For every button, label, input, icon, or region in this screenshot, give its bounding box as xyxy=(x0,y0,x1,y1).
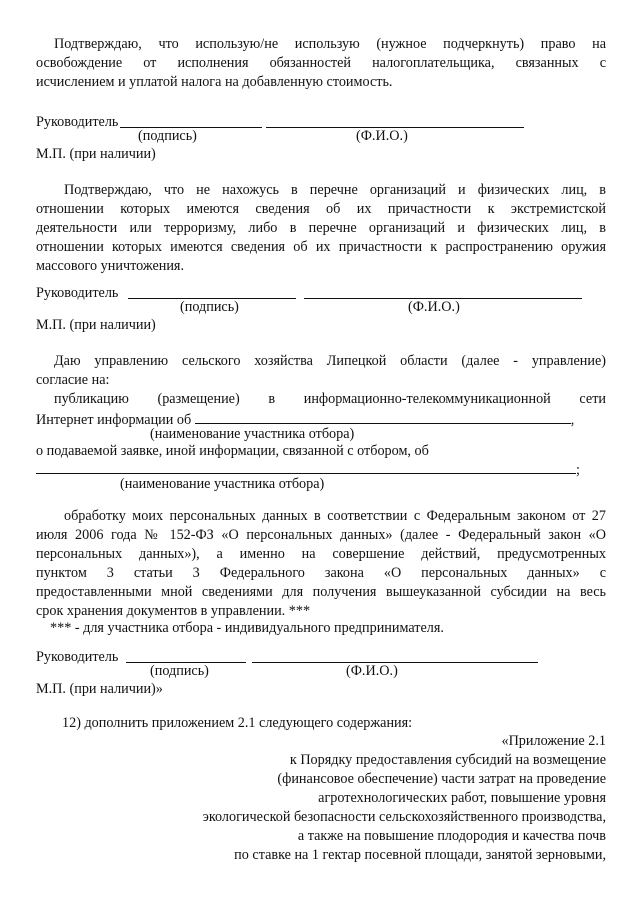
signature-head-label: Руководитель xyxy=(36,285,119,301)
amendment-line: 12) дополнить приложением 2.1 следующего содержания: xyxy=(62,715,413,731)
appendix-line-3: агротехнологических работ, повышение уровня xyxy=(318,790,606,806)
paragraph-extremism-line-2: отношении которых имеются сведения об их причастности к экстремистской xyxy=(36,201,606,217)
paragraph-extremism-line-5: массового уничтожения. xyxy=(36,258,185,274)
sign-caption: (подпись) xyxy=(138,128,197,144)
consent-intro-line-1: Даю управлению сельского хозяйства Липецкой области (далее - управление) xyxy=(54,353,606,369)
paragraph-vat-line-1: Подтверждаю, что использую/не использую (нужное подчеркнуть) право на xyxy=(54,36,606,52)
appendix-line-6: по ставке на 1 гектар посевной площади, занятой зерновыми, xyxy=(234,847,606,863)
appendix-title: «Приложение 2.1 xyxy=(501,733,606,749)
personal-data-line-2: июля 2006 года № 152-ФЗ «О персональных данных» (далее - Федеральный закон «О xyxy=(36,527,606,543)
appendix-line-4: экологической безопасности сельскохозяйственного производства, xyxy=(202,809,606,825)
appendix-line-5: а также на повышение плодородия и качества почв xyxy=(297,828,606,844)
name-caption: (Ф.И.О.) xyxy=(408,299,460,315)
appendix-line-2: (финансовое обеспечение) части затрат на проведение xyxy=(277,771,606,787)
consent-publication-line: публикацию (размещение) в информационно-телекоммуникационной сети xyxy=(54,391,606,407)
sign-caption: (подпись) xyxy=(180,299,239,315)
signature-head-label: Руководитель xyxy=(36,114,119,130)
name-caption: (Ф.И.О.) xyxy=(356,128,408,144)
paragraph-vat-line-3: исчислением и уплатой налога на добавленную стоимость. xyxy=(36,74,393,90)
semicolon-mark: ; xyxy=(576,462,580,478)
signature-head-label: Руководитель xyxy=(36,649,119,665)
personal-data-line-3: персональных данных»), а именно на совершение действий, предусмотренных xyxy=(36,546,606,562)
comma-mark: , xyxy=(570,412,575,428)
application-info-line: о подаваемой заявке, иной информации, связанной с отбором, об xyxy=(36,443,429,459)
participant-name-field-2[interactable] xyxy=(36,460,576,474)
seal-label: М.П. (при наличии) xyxy=(36,317,156,333)
internet-info-label: Интернет информации об xyxy=(36,412,192,428)
participant-caption-1: (наименование участника отбора) xyxy=(150,426,355,442)
seal-label: М.П. (при наличии) xyxy=(36,146,156,162)
personal-data-line-1: обработку моих персональных данных в соответствии с Федеральным законом от 27 xyxy=(64,508,606,524)
sign-caption: (подпись) xyxy=(150,663,209,679)
personal-data-line-5: предоставленными мной сведениями для получения вышеуказанной субсидии на весь xyxy=(36,584,606,600)
personal-data-line-6: срок хранения документов в управлении. *** xyxy=(36,603,311,619)
participant-name-field-1[interactable] xyxy=(195,410,571,424)
paragraph-extremism-line-1: Подтверждаю, что не нахожусь в перечне организаций и физических лиц, в xyxy=(64,182,606,198)
consent-intro-line-2: согласие на: xyxy=(36,372,110,388)
paragraph-extremism-line-3: деятельности или терроризму, либо в перечне организаций и физических лиц, в xyxy=(36,220,606,236)
seal-label: М.П. (при наличии)» xyxy=(36,681,163,697)
appendix-line-1: к Порядку предоставления субсидий на возмещение xyxy=(289,752,606,768)
participant-caption-2: (наименование участника отбора) xyxy=(120,476,325,492)
footnote-note: *** - для участника отбора - индивидуального предпринимателя. xyxy=(50,620,444,636)
paragraph-vat-line-2: освобождение от исполнения обязанностей налогоплательщика, связанных с xyxy=(36,55,606,71)
name-caption: (Ф.И.О.) xyxy=(346,663,398,679)
paragraph-extremism-line-4: отношении которых имеются сведения об их причастности к распространению оружия xyxy=(36,239,606,255)
personal-data-line-4: пунктом 3 статьи 3 Федерального закона «О персональных данных» с xyxy=(36,565,606,581)
